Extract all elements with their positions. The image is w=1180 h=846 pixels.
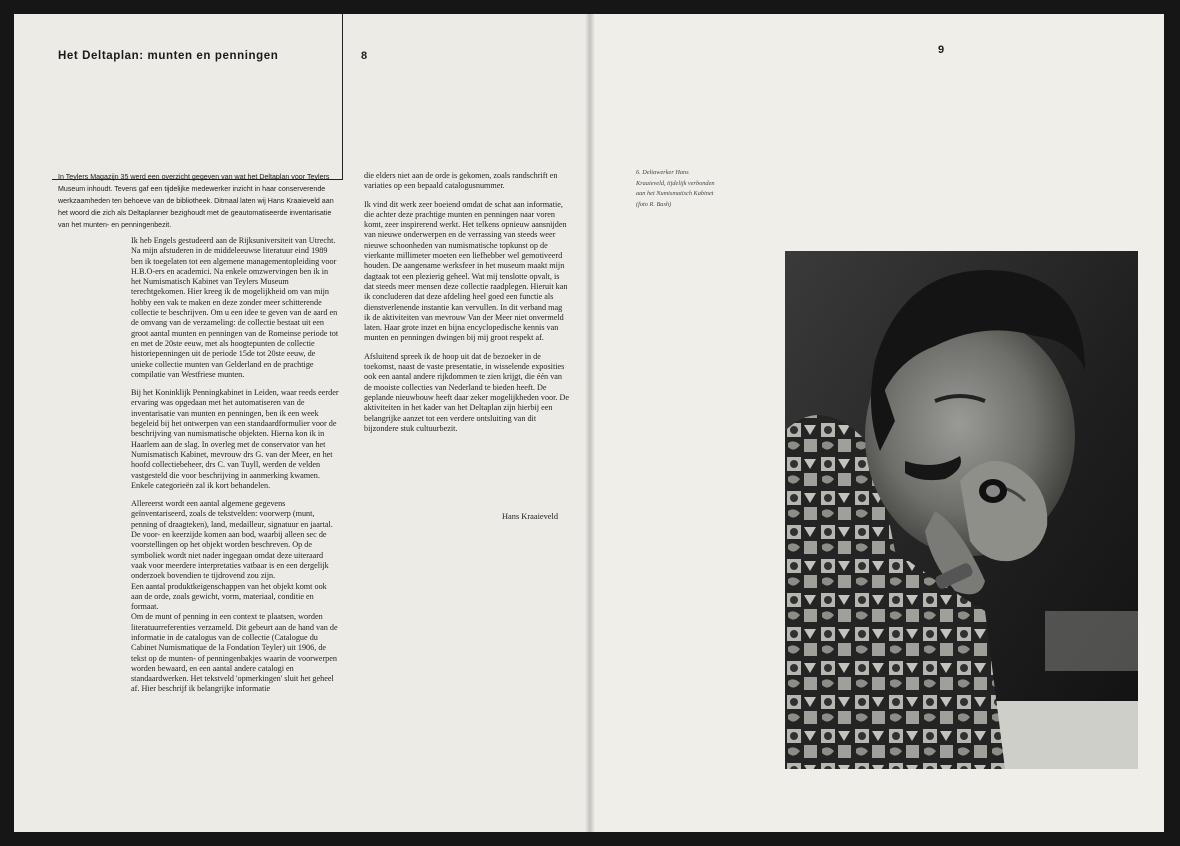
article-column-1 (131, 236, 339, 703)
column-1-paragraph: Bij het Koninklijk Penningkabinet in Leiden, waar reeds eerder ervaring was opgedaan met het automatiseren van de inventarisatie van munten en penningen, ben ik een week begeleid bij het ontwerpen van een standaardformulier voor de beschrijving van numismatische objekten. Hierna kon ik in Haarlem aan de slag. In overleg met de conservator van het Numismatisch Kabinet, mevrouw drs G. van der Meer, en het hoofd collectiebeheer, drs C. van Tuyll, werden de velden vastgesteld die voor beschrijving in aanmerking kwamen. Enkele categorieën zal ik kort behandelen. (131, 388, 339, 490)
intro-paragraph: In Teylers Magazijn 35 werd een overzicht gegeven van wat het Deltaplan voor Teylers Museum inhoudt. Tevens gaf een tijdelijke medewerker inzicht in haar conserverende werkzaamheden ten behoeve van de bibliotheek. Ditmaal laten wij Hans Kraaieveld aan het woord die zich als Deltaplanner bezighoudt met de geautomatiseerde inventarisatie van het munten- en penningenbezit. (58, 173, 334, 229)
portrait-photo (785, 251, 1138, 769)
column-1-paragraph: Allereerst wordt een aantal algemene gegevens geïnventariseerd, zoals de tekstvelden: voorwerp (munt, penning of draagteken), land, medailleur, signatuur en jaartal. De voor- en keerzijde komen aan bod, waarbij alleen sec de voorstellingen op het objekt worden beschreven. Op de symboliek wordt niet nader ingegaan omdat deze uiteraard vaak voor meerdere interpretaties vatbaar is en een dergelijk onderzoek bovendien te tijdrovend zou zijn. (131, 499, 333, 581)
photo-illustration (785, 251, 1138, 769)
photo-caption: 6. Deltawerker Hans Kraaieveld, tijdelijk verbonden aan het Numismatisch Kabinet (foto R. Bash) (636, 169, 715, 208)
column-2-paragraph: Ik vind dit werk zeer boeiend omdat de schat aan informatie, die achter deze prachtige munten en penningen naar voren komt, zeer inspirerend werkt. Het telkens opnieuw aansnijden van nieuwe onderwerpen en de verrassing van steeds weer nieuwe schoonheden van numismatische topkunst op de vierkante millimeter moeten een liefhebber wel gemotiveerd houden. De aangename werksfeer in het museum maakt mijn dagtaak tot een plezierig geheel. Wat mij tenslotte opvalt, is dat steeds meer mensen deze collectie raadplegen. Hieruit kan ik concluderen dat deze afdeling heel goed een functie als dienstverlenende instantie kan vervullen. In dit verband mag ik de aktiviteiten van mevrouw Van der Meer niet onvermeld laten. Haar grote inzet en bijna encyclopedische kennis van munten en penningen dwingen bij mij groot respekt af. (364, 199, 568, 343)
page-number-right: 9 (938, 44, 945, 56)
column-1-paragraph: Om de munt of penning in een context te plaatsen, worden literatuurreferenties verzameld. Dit gebeurt aan de hand van de informatie in de catalogus van de collectie (Catalogue du Cabinet Numismatique de la Fondation Teyler) uit 1906, de tekst op de munten- of penningenbakjes waarin de voorwerpen worden bewaard, en een aantal andere catalogi en standaardwerken. Het tekstveld 'opmerkingen' sluit het geheel af. Hier beschrijf ik belangrijke informatie (131, 612, 338, 694)
column-2-paragraph: Afsluitend spreek ik de hoop uit dat de bezoeker in de toekomst, naast de vaste presentatie, in wisselende exposities ook een aantal andere rijkdommen te zien krijgt, die één van de mooiste collecties van Nederland te bieden heeft. De geplande nieuwbouw heeft daar zeker mogelijkheden voor. De aktiviteiten in het kader van het Deltaplan zijn hierbij een belangrijke aanzet tot een verdere ontsluiting van dit bijzondere stuk cultuurbezit. (364, 351, 570, 433)
vertical-rule (342, 14, 343, 180)
section-title: Het Deltaplan: munten en penningen (58, 50, 279, 62)
page-number-left: 8 (361, 50, 368, 62)
column-2-paragraph: die elders niet aan de orde is gekomen, zoals randschrift en variaties op een bepaald catalogusnummer. (364, 171, 558, 191)
column-1-paragraph: Ik heb Engels gestudeerd aan de Rijksuniversiteit van Utrecht. Na mijn afstuderen in de middeleeuwse literatuur eind 1989 ben ik toegelaten tot een algemene managementopleiding voor H.B.O-ers en academici. Na enkele omzwervingen ben ik in het Numismatisch Kabinet van Teylers Museum terechtgekomen. Hier kreeg ik de mogelijkheid om van mijn hobby een vak te maken en deze zonder meer schitterende collectie te beschrijven. Om u een idee te geven van de aard en de omvang van de verzameling: de collectie bestaat uit een groot aantal munten en penningen van de Romeinse periode tot en met de 20ste eeuw, met als hoogtepunten de collectie historiepenningen uit de periode 15de tot 20ste eeuw, de unieke collectie munten van Gelderland en de prachtige compilatie van Westfriese munten. (131, 236, 339, 379)
author-signature: Hans Kraaieveld (502, 512, 559, 521)
spine-gutter (585, 14, 595, 832)
article-column-2 (364, 171, 570, 442)
column-1-paragraph: Een aantal produktkeigenschappen van het objekt komt ook aan de orde, zoals gewicht, vorm, materiaal, conditie en formaat. (131, 581, 327, 612)
